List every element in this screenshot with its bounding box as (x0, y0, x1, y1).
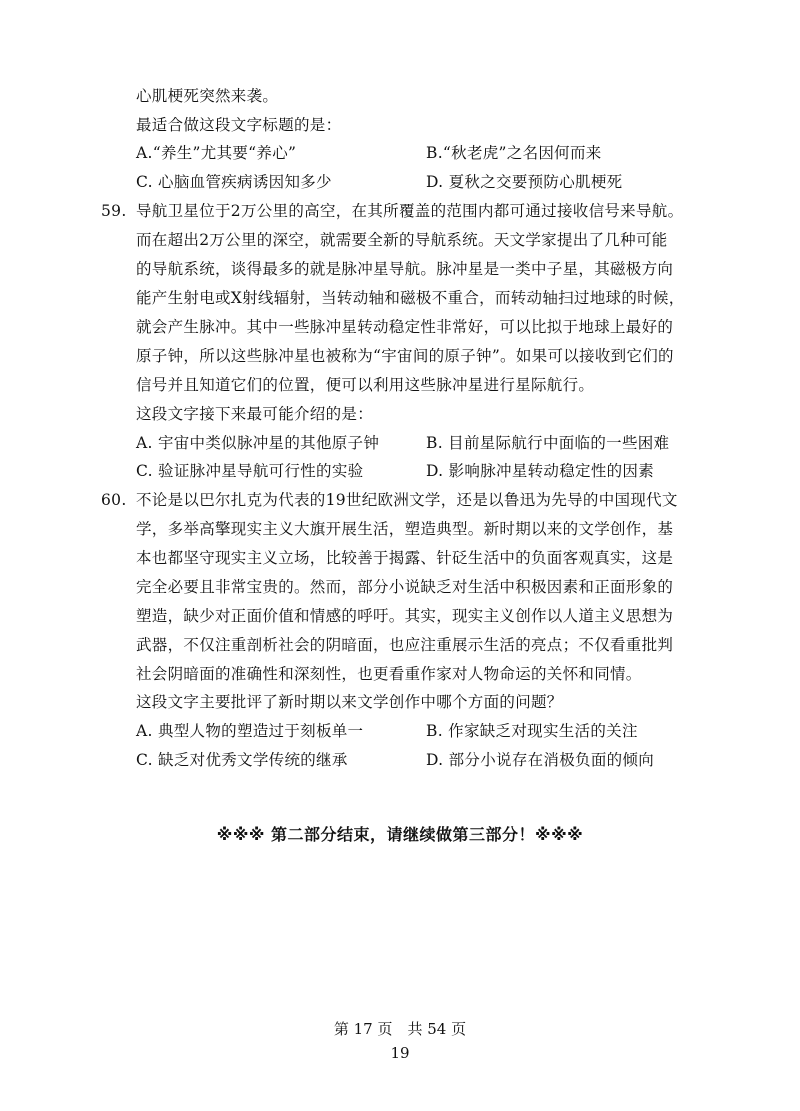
q60-line-7: 社会阴暗面的准确性和深刻性，也更看重作家对人物命运的关怀和同情。 (136, 665, 642, 683)
q58-tail-line: 心肌梗死突然来袭。 (136, 87, 279, 105)
q58-option-c: C. 心脑血管疾病诱因知多少 (136, 173, 332, 191)
q59-option-a: A. 宇宙中类似脉冲星的其他原子钟 (136, 434, 380, 452)
q59-line-3: 的导航系统，谈得最多的就是脉冲星导航。脉冲星是一类中子星，其磁极方向 (136, 260, 674, 278)
q59-line-5: 就会产生脉冲。其中一些脉冲星转动稳定性非常好，可以比拟于地球上最好的 (136, 318, 674, 336)
q59-prompt: 这段文字接下来最可能介绍的是： (136, 405, 374, 423)
q59-option-c: C. 验证脉冲星导航可行性的实验 (136, 462, 364, 480)
q60-number: 60. (101, 491, 127, 509)
q60-option-c: C. 缺乏对优秀文学传统的继承 (136, 751, 348, 769)
q58-option-d: D. 夏秋之交要预防心肌梗死 (426, 173, 623, 191)
q59-line-2: 而在超出2万公里的深空，就需要全新的导航系统。天文学家提出了几种可能 (136, 231, 668, 249)
q60-option-b: B. 作家缺乏对现实生活的关注 (426, 722, 638, 740)
q58-prompt: 最适合做这段文字标题的是： (136, 116, 342, 134)
q60-line-4: 完全必要且非常宝贵的。然而，部分小说缺乏对生活中积极因素和正面形象的 (136, 578, 674, 596)
q59-line-6: 原子钟，所以这些脉冲星也被称为“宇宙间的原子钟”。如果可以接收到它们的 (136, 347, 674, 365)
q59-line-1: 导航卫星位于2万公里的高空，在其所覆盖的范围内都可通过接收信号来导航。 (136, 202, 684, 220)
q60-option-d: D. 部分小说存在消极负面的倾向 (426, 751, 655, 769)
q59-line-4: 能产生射电或X射线辐射，当转动轴和磁极不重合，而转动轴扫过地球的时候， (136, 289, 685, 307)
q59-option-b: B. 目前星际航行中面临的一些困难 (426, 434, 670, 452)
q59-line-7: 信号并且知道它们的位置，便可以利用这些脉冲星进行星际航行。 (136, 376, 595, 394)
q60-line-6: 武器，不仅注重剖析社会的阴暗面，也应注重展示生活的亮点；不仅看重批判 (136, 636, 674, 654)
q58-option-a: A.“养生”尤其要“养心” (136, 144, 297, 162)
section-end-banner: ※※※ 第二部分结束，请继续做第三部分！※※※ (216, 825, 584, 844)
q60-line-3: 本也都坚守现实主义立场，比较善于揭露、针砭生活中的负面客观真实，这是 (136, 549, 674, 567)
q60-line-5: 塑造，缺少对正面价值和情感的呼吁。其实，现实主义创作以人道主义思想为 (136, 607, 674, 625)
footer-page-number: 19 (390, 1044, 410, 1062)
footer-page-label: 第 17 页 共 54 页 (333, 1020, 467, 1038)
q59-option-d: D. 影响脉冲星转动稳定性的因素 (426, 462, 655, 480)
q58-option-b: B.“秋老虎”之名因何而来 (426, 144, 602, 162)
q60-line-2: 学，多举高擎现实主义大旗开展生活，塑造典型。新时期以来的文学创作，基 (136, 520, 674, 538)
q60-prompt: 这段文字主要批评了新时期以来文学创作中哪个方面的问题？ (136, 693, 563, 711)
q60-line-1: 不论是以巴尔扎克为代表的19世纪欧洲文学，还是以鲁迅为先导的中国现代文 (136, 491, 678, 509)
q60-option-a: A. 典型人物的塑造过于刻板单一 (136, 722, 364, 740)
q59-number: 59. (101, 202, 127, 220)
